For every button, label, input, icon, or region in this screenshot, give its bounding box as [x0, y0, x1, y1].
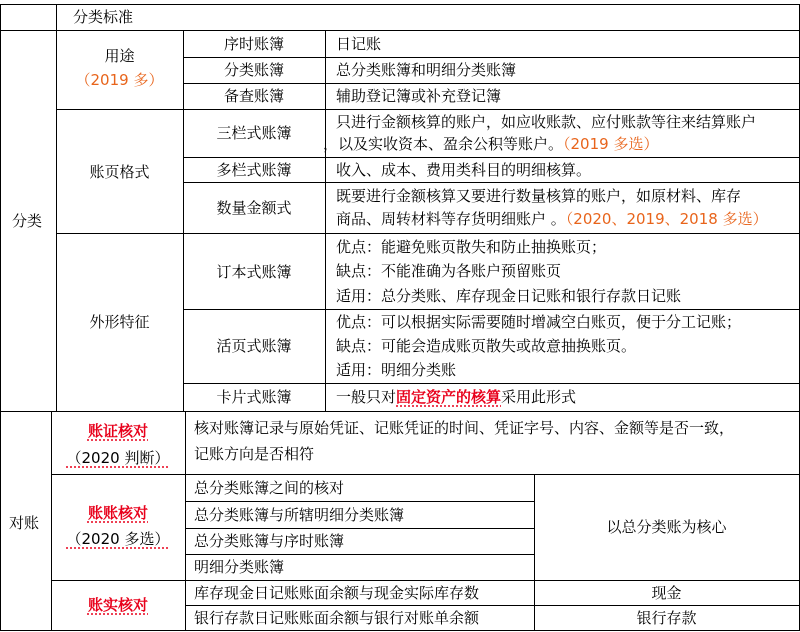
use-row-desc: 总分类账簿和明细分类账簿	[336, 61, 517, 79]
grid-line	[0, 30, 800, 31]
card-name: 卡片式账簿	[216, 388, 292, 406]
voucher-line2: 记账方向是否相符	[194, 445, 315, 463]
by-use-label: 用途	[104, 47, 135, 65]
use-row-name: 备查账簿	[223, 87, 284, 105]
books-item: 总分类账簿之间的核对	[194, 479, 345, 497]
grid-line	[56, 233, 800, 234]
grid-line	[185, 501, 534, 502]
grid-line	[183, 309, 800, 310]
actual-title: 账实核对	[87, 596, 148, 614]
grid-line	[185, 554, 534, 555]
by-form-label: 外形特征	[89, 313, 150, 331]
loose-line3: 适用：明细分类账	[336, 361, 457, 379]
three-col-name: 三栏式账簿	[216, 124, 292, 142]
actual-row-obj: 银行存款	[636, 609, 697, 627]
actual-row-desc: 库存现金日记账账面余额与现金实际库存数	[194, 584, 480, 602]
card-highlight: 固定资产的核算	[396, 388, 502, 406]
actual-row-obj: 现金	[651, 584, 682, 602]
loose-line2: 缺点：可能会造成账页散失或故意抽换账页。	[336, 337, 637, 355]
grid-line	[183, 383, 800, 384]
qty-amt-line1: 既要进行金额核算又要进行数量核算的账户，如原材料、库存	[336, 187, 742, 205]
multi-col-name: 多栏式账簿	[216, 161, 292, 179]
voucher-line1: 核对账簿记录与原始凭证、记账凭证的时间、凭证字号、内容、金额等是否一致，	[194, 419, 735, 437]
grid-line	[183, 157, 800, 158]
grid-line	[185, 411, 186, 631]
three-col-tag: （2019 多选）	[563, 135, 659, 153]
table-border-left	[0, 4, 1, 631]
grid-line	[325, 30, 326, 411]
table-border-top	[0, 4, 800, 5]
use-row-name: 序时账簿	[223, 35, 284, 53]
by-format-label: 账页格式	[89, 163, 150, 181]
reconcile-label: 对账	[9, 514, 40, 532]
three-col-line1: 只进行金额核算的账户，如应收账款、应付账款等往来结算账户	[336, 113, 757, 131]
grid-line	[56, 109, 800, 110]
grid-line	[185, 528, 534, 529]
classify-label: 分类	[12, 212, 43, 230]
books-tag: （2020 多选）	[66, 530, 170, 548]
bound-line2: 缺点：不能准确为各账户预留账页	[336, 262, 562, 280]
bound-line3: 适用：总分类账、库存现金日记账和银行存款日记账	[336, 287, 682, 305]
books-title: 账账核对	[87, 504, 148, 522]
voucher-title: 账证核对	[87, 422, 148, 440]
grid-line	[183, 83, 800, 84]
books-item: 总分类账簿与序时账簿	[194, 532, 345, 550]
use-row-name: 分类账簿	[223, 61, 284, 79]
header-label: 分类标准	[73, 8, 134, 26]
voucher-tag: （2020 判断）	[66, 449, 170, 467]
card-desc: 一般只对固定资产的核算采用此形式	[336, 388, 577, 406]
use-row-desc: 日记账	[336, 35, 382, 53]
grid-line	[185, 605, 800, 606]
qty-amt-line2: 商品、周转材料等存货明细账户 。（2020、2019、2018 多选）	[336, 210, 768, 228]
use-row-desc: 辅助登记簿或补充登记簿	[336, 87, 502, 105]
grid-line	[51, 474, 800, 475]
books-item: 明细分类账簿	[194, 558, 285, 576]
books-core: 以总分类账为核心	[606, 518, 727, 536]
three-col-line2: ，以及实收资本、盈余公积等账户。（2019 多选）	[323, 135, 659, 153]
bound-name: 订本式账簿	[216, 263, 292, 281]
table-border-bottom	[0, 630, 800, 631]
books-item: 总分类账簿与所辖明细分类账簿	[194, 506, 405, 524]
loose-line1: 优点：可以根据实际需要随时增减空白账页，便于分工记账；	[336, 313, 742, 331]
grid-line	[183, 57, 800, 58]
bound-line1: 优点：能避免账页散失和防止抽换账页；	[336, 238, 607, 256]
grid-line	[51, 580, 800, 581]
grid-line	[0, 411, 800, 412]
multi-col-desc: 收入、成本、费用类科目的明细核算。	[336, 161, 592, 179]
qty-amt-tag: （2020、2019、2018 多选）	[565, 210, 768, 228]
by-use-tag: （2019 多）	[75, 71, 164, 89]
loose-name: 活页式账簿	[216, 337, 292, 355]
grid-line	[183, 182, 800, 183]
qty-amt-name: 数量金额式	[216, 199, 292, 217]
actual-row-desc: 银行存款日记账账面余额与银行对账单余额	[194, 609, 480, 627]
